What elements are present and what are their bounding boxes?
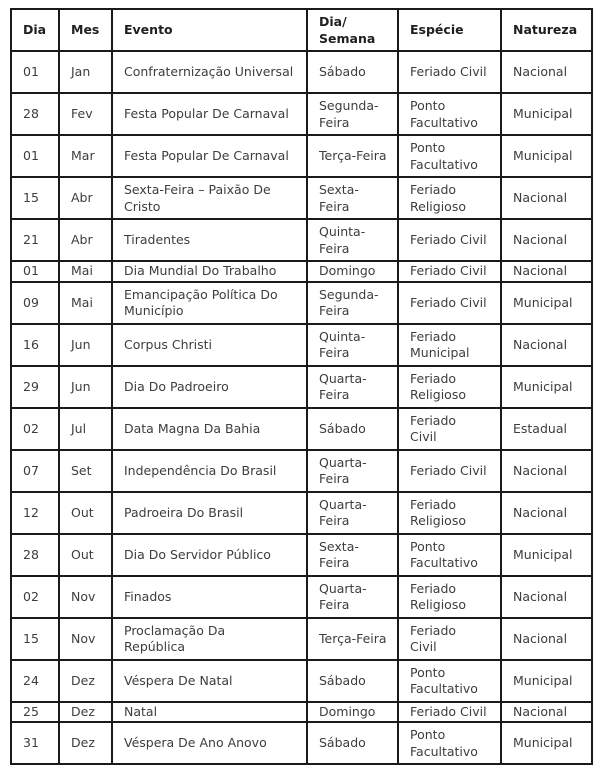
cell-natureza: Nacional <box>501 618 592 660</box>
cell-evento: Dia Mundial Do Trabalho <box>112 261 307 282</box>
cell-mes: Dez <box>59 660 112 702</box>
cell-especie: Feriado Religioso <box>398 492 501 534</box>
cell-evento: Sexta-Feira – Paixão De Cristo <box>112 177 307 219</box>
table-row <box>11 618 592 660</box>
cell-dia-semana: Quinta-Feira <box>307 324 398 366</box>
header-dia: Dia <box>11 9 59 51</box>
table-row <box>11 366 592 408</box>
cell-natureza: Municipal <box>501 93 592 135</box>
cell-evento: Corpus Christi <box>112 324 307 366</box>
cell-evento: Padroeira Do Brasil <box>112 492 307 534</box>
cell-evento: Proclamação Da República <box>112 618 307 660</box>
cell-dia-semana: Quarta-Feira <box>307 366 398 408</box>
cell-dia: 01 <box>11 51 59 93</box>
table-row <box>11 702 592 723</box>
cell-dia: 01 <box>11 135 59 177</box>
cell-dia: 28 <box>11 93 59 135</box>
cell-dia-semana: Terça-Feira <box>307 618 398 660</box>
cell-dia: 15 <box>11 177 59 219</box>
cell-dia-semana: Quarta-Feira <box>307 492 398 534</box>
cell-especie: Feriado Civil <box>398 282 501 324</box>
cell-evento: Festa Popular De Carnaval <box>112 93 307 135</box>
cell-dia-semana: Domingo <box>307 702 398 723</box>
cell-natureza: Nacional <box>501 702 592 723</box>
holidays-table <box>10 8 593 765</box>
cell-dia: 28 <box>11 534 59 576</box>
cell-especie: Feriado Civil <box>398 408 501 450</box>
table-row <box>11 576 592 618</box>
cell-evento: Véspera De Ano Anovo <box>112 722 307 764</box>
cell-dia: 02 <box>11 408 59 450</box>
cell-natureza: Municipal <box>501 660 592 702</box>
table-row <box>11 324 592 366</box>
cell-evento: Natal <box>112 702 307 723</box>
cell-evento: Finados <box>112 576 307 618</box>
cell-mes: Dez <box>59 702 112 723</box>
table-row <box>11 660 592 702</box>
cell-evento: Dia Do Servidor Público <box>112 534 307 576</box>
header-especie: Espécie <box>398 9 501 51</box>
cell-mes: Jul <box>59 408 112 450</box>
cell-natureza: Municipal <box>501 135 592 177</box>
cell-mes: Nov <box>59 576 112 618</box>
cell-mes: Mai <box>59 282 112 324</box>
table-row <box>11 93 592 135</box>
cell-dia-semana: Segunda-Feira <box>307 282 398 324</box>
cell-mes: Out <box>59 534 112 576</box>
cell-mes: Jan <box>59 51 112 93</box>
cell-mes: Dez <box>59 722 112 764</box>
cell-dia: 12 <box>11 492 59 534</box>
cell-dia-semana: Sábado <box>307 722 398 764</box>
cell-especie: Feriado Municipal <box>398 324 501 366</box>
cell-evento: Véspera De Natal <box>112 660 307 702</box>
table-body <box>11 51 592 764</box>
cell-especie: Feriado Religioso <box>398 177 501 219</box>
table-row <box>11 450 592 492</box>
table-row <box>11 261 592 282</box>
cell-natureza: Municipal <box>501 534 592 576</box>
table-row <box>11 282 592 324</box>
cell-natureza: Nacional <box>501 324 592 366</box>
cell-natureza: Municipal <box>501 366 592 408</box>
cell-dia: 29 <box>11 366 59 408</box>
cell-dia-semana: Segunda-Feira <box>307 93 398 135</box>
cell-evento: Emancipação Política Do Município <box>112 282 307 324</box>
cell-mes: Out <box>59 492 112 534</box>
table-header-row <box>11 9 592 51</box>
cell-dia-semana: Sexta-Feira <box>307 534 398 576</box>
cell-natureza: Nacional <box>501 261 592 282</box>
cell-especie: Feriado Civil <box>398 51 501 93</box>
cell-evento: Festa Popular De Carnaval <box>112 135 307 177</box>
cell-dia-semana: Sábado <box>307 51 398 93</box>
cell-natureza: Estadual <box>501 408 592 450</box>
table-row <box>11 219 592 261</box>
cell-evento: Independência Do Brasil <box>112 450 307 492</box>
cell-dia-semana: Quarta-Feira <box>307 450 398 492</box>
cell-especie: Feriado Civil <box>398 219 501 261</box>
cell-mes: Jun <box>59 324 112 366</box>
cell-dia: 21 <box>11 219 59 261</box>
table-row <box>11 135 592 177</box>
cell-natureza: Nacional <box>501 450 592 492</box>
cell-dia-semana: Sábado <box>307 660 398 702</box>
cell-evento: Dia Do Padroeiro <box>112 366 307 408</box>
cell-dia: 01 <box>11 261 59 282</box>
cell-dia: 16 <box>11 324 59 366</box>
cell-especie: Ponto Facultativo <box>398 93 501 135</box>
cell-natureza: Nacional <box>501 219 592 261</box>
table-row <box>11 408 592 450</box>
cell-especie: Feriado Religioso <box>398 576 501 618</box>
cell-natureza: Nacional <box>501 576 592 618</box>
cell-evento: Tiradentes <box>112 219 307 261</box>
cell-mes: Fev <box>59 93 112 135</box>
table-row <box>11 51 592 93</box>
cell-mes: Mar <box>59 135 112 177</box>
header-mes: Mes <box>59 9 112 51</box>
cell-dia-semana: Terça-Feira <box>307 135 398 177</box>
cell-dia-semana: Sábado <box>307 408 398 450</box>
table-row <box>11 177 592 219</box>
cell-especie: Ponto Facultativo <box>398 135 501 177</box>
cell-especie: Feriado Religioso <box>398 366 501 408</box>
cell-natureza: Nacional <box>501 492 592 534</box>
cell-dia: 09 <box>11 282 59 324</box>
cell-mes: Nov <box>59 618 112 660</box>
cell-mes: Jun <box>59 366 112 408</box>
cell-especie: Feriado Civil <box>398 618 501 660</box>
header-dia-semana: Dia/ Semana <box>307 9 398 51</box>
cell-natureza: Nacional <box>501 177 592 219</box>
cell-dia-semana: Quinta-Feira <box>307 219 398 261</box>
cell-dia: 15 <box>11 618 59 660</box>
cell-natureza: Nacional <box>501 51 592 93</box>
header-evento: Evento <box>112 9 307 51</box>
cell-especie: Ponto Facultativo <box>398 660 501 702</box>
cell-mes: Abr <box>59 177 112 219</box>
cell-mes: Mai <box>59 261 112 282</box>
table-row <box>11 492 592 534</box>
table-row <box>11 722 592 764</box>
cell-dia-semana: Domingo <box>307 261 398 282</box>
cell-dia-semana: Quarta-Feira <box>307 576 398 618</box>
cell-especie: Ponto Facultativo <box>398 722 501 764</box>
cell-dia: 31 <box>11 722 59 764</box>
cell-especie: Feriado Civil <box>398 261 501 282</box>
cell-dia: 24 <box>11 660 59 702</box>
cell-especie: Ponto Facultativo <box>398 534 501 576</box>
table-row <box>11 534 592 576</box>
cell-dia: 07 <box>11 450 59 492</box>
cell-dia: 02 <box>11 576 59 618</box>
cell-mes: Abr <box>59 219 112 261</box>
cell-dia: 25 <box>11 702 59 723</box>
cell-especie: Feriado Civil <box>398 702 501 723</box>
cell-natureza: Municipal <box>501 722 592 764</box>
header-natureza: Natureza <box>501 9 592 51</box>
cell-especie: Feriado Civil <box>398 450 501 492</box>
cell-dia-semana: Sexta-Feira <box>307 177 398 219</box>
cell-evento: Confraternização Universal <box>112 51 307 93</box>
cell-evento: Data Magna Da Bahia <box>112 408 307 450</box>
cell-natureza: Municipal <box>501 282 592 324</box>
cell-mes: Set <box>59 450 112 492</box>
